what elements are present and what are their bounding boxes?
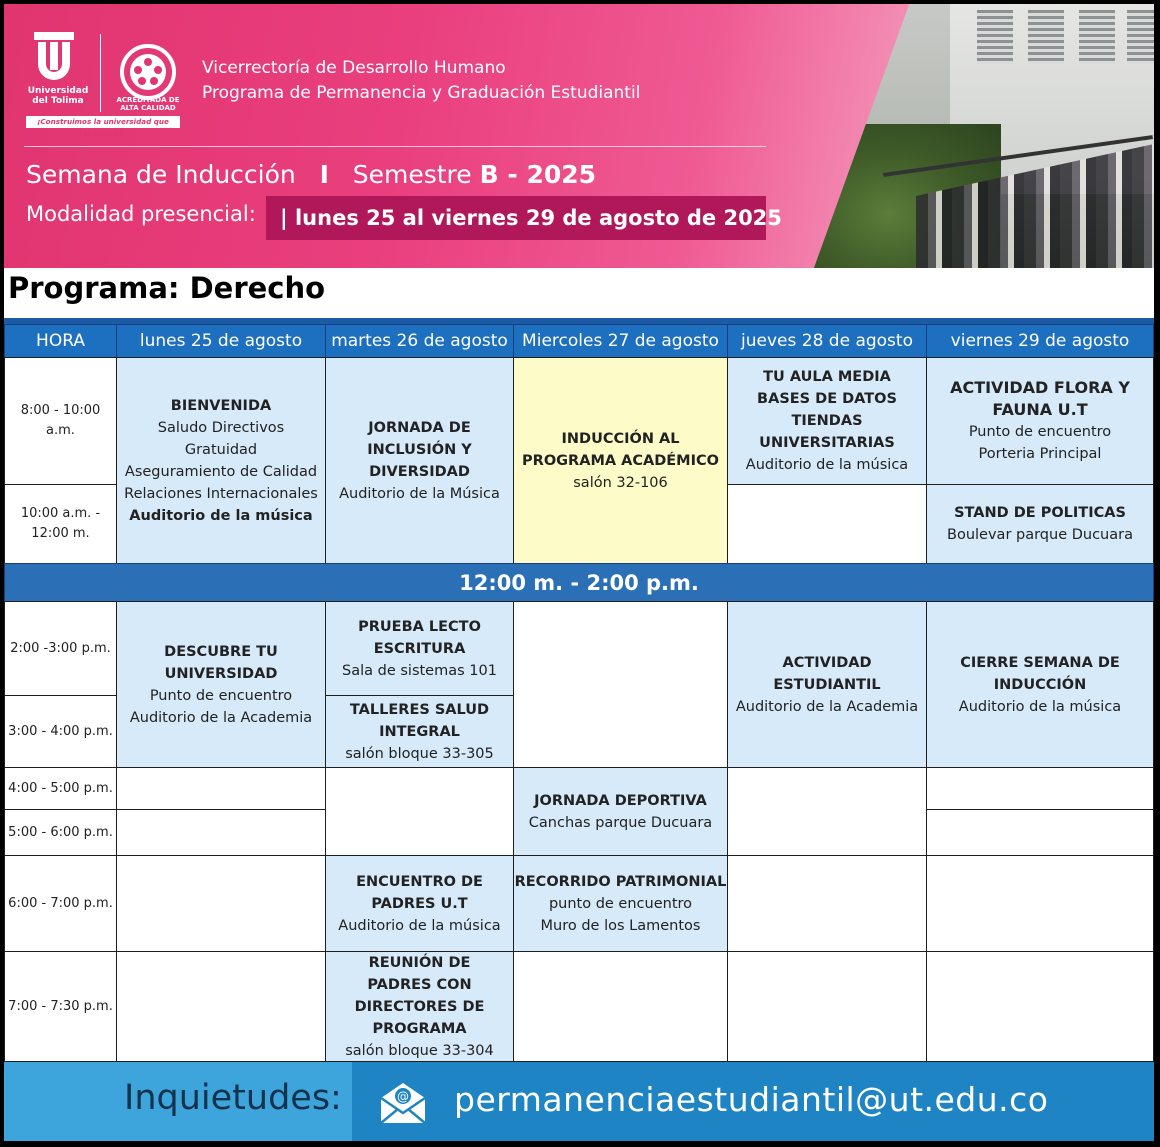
email-icon: [378, 1080, 428, 1126]
time-slot: 8:00 - 10:00 a.m.: [4, 357, 117, 485]
accreditation-text: ACREDITADA DE ALTA CALIDAD: [116, 96, 180, 112]
time-slot: 7:00 - 7:30 p.m.: [4, 951, 117, 1062]
event-jornada-deportiva: JORNADA DEPORTIVA Canchas parque Ducuara: [513, 767, 728, 856]
event-flora-fauna: ACTIVIDAD FLORA Y FAUNA U.T Punto de encuentro Porteria Principal: [926, 357, 1154, 485]
banner-divider: [24, 146, 766, 147]
empty-slot: [926, 767, 1154, 810]
header-banner: [4, 4, 1154, 268]
event-encuentro-padres: ENCUENTRO DE PADRES U.T Auditorio de la música: [325, 855, 514, 952]
header-martes: martes 26 de agosto: [325, 324, 514, 358]
header-miercoles: Miercoles 27 de agosto: [513, 324, 728, 358]
university-logo: [26, 32, 89, 112]
event-talleres-salud: TALLERES SALUD INTEGRAL salón bloque 33-305: [325, 695, 514, 768]
event-aula-media: TU AULA MEDIA BASES DE DATOS TIENDAS UNIVERSITARIAS Auditorio de la música: [727, 357, 927, 485]
event-induccion-programa: INDUCCIÓN AL PROGRAMA ACADÉMICO salón 32-106: [513, 357, 728, 564]
university-name: Universidad del Tolima: [27, 86, 89, 106]
empty-slot: [116, 809, 326, 856]
empty-slot: [325, 767, 514, 856]
event-reunion-padres: REUNIÓN DE PADRES CON DIRECTORES DE PROGRAMA salón bloque 33-304: [325, 951, 514, 1062]
program-title: Programa: Derecho: [8, 271, 326, 305]
ut-logo-icon: [34, 32, 74, 82]
time-slot: 4:00 - 5:00 p.m.: [4, 767, 117, 810]
logo-divider: [100, 34, 101, 112]
contact-email-link[interactable]: permanenciaestudiantil@ut.edu.co: [454, 1080, 1049, 1119]
slogan: ¡Construimos la universidad que soñamos!: [26, 116, 180, 128]
empty-slot: [116, 767, 326, 810]
modality-label: Modalidad presencial:: [26, 202, 256, 226]
empty-slot: [727, 951, 927, 1062]
time-slot: 10:00 a.m. - 12:00 m.: [4, 484, 117, 564]
empty-slot: [926, 809, 1154, 856]
event-bienvenida: BIENVENIDA Saludo Directivos Gratuidad Aseguramiento de Calidad Relaciones Internacionales Auditorio de la música: [116, 357, 326, 564]
department-lines: [202, 56, 640, 106]
event-jornada-inclusion: JORNADA DE INCLUSIÓN Y DIVERSIDAD Auditorio de la Música: [325, 357, 514, 564]
empty-slot: [926, 951, 1154, 1062]
time-slot: 3:00 - 4:00 p.m.: [4, 695, 117, 768]
time-slot: 2:00 -3:00 p.m.: [4, 601, 117, 696]
empty-slot: [116, 855, 326, 952]
empty-slot: [926, 855, 1154, 952]
empty-slot: [513, 951, 728, 1062]
event-prueba-lecto: PRUEBA LECTO ESCRITURA Sala de sistemas 101: [325, 601, 514, 696]
lunch-break: 12:00 m. - 2:00 p.m.: [4, 563, 1154, 602]
time-slot: 6:00 - 7:00 p.m.: [4, 855, 117, 952]
empty-slot: [513, 601, 728, 768]
campus-photo: [814, 4, 1154, 268]
header-viernes: viernes 29 de agosto: [926, 324, 1154, 358]
header-lunes: lunes 25 de agosto: [116, 324, 326, 358]
event-cierre-semana: CIERRE SEMANA DE INDUCCIÓN Auditorio de la música: [926, 601, 1154, 768]
event-descubre-universidad: DESCUBRE TU UNIVERSIDAD Punto de encuentro Auditorio de la Academia: [116, 601, 326, 768]
event-actividad-estudiantil: ACTIVIDAD ESTUDIANTIL Auditorio de la Academia: [727, 601, 927, 768]
contact-footer: [4, 1062, 1154, 1141]
time-slot: 5:00 - 6:00 p.m.: [4, 809, 117, 856]
induction-schedule: [4, 4, 1154, 1141]
department-line-1: Vicerrectoría de Desarrollo Humano: [202, 58, 506, 78]
inquiries-label: Inquietudes:: [124, 1078, 342, 1118]
footer-label-panel: [4, 1062, 352, 1141]
empty-slot: [727, 484, 927, 564]
event-recorrido-patrimonial: RECORRIDO PATRIMONIAL punto de encuentro Muro de los Lamentos: [513, 855, 728, 952]
header-hora: HORA: [4, 324, 117, 358]
department-line-2: Programa de Permanencia y Graduación Estudiantil: [202, 83, 641, 103]
empty-slot: [727, 855, 927, 952]
event-title: Semana de Inducción I Semestre B - 2025: [26, 160, 597, 189]
svg-text:@: @: [397, 1089, 409, 1104]
empty-slot: [727, 767, 927, 856]
date-range: | lunes 25 al viernes 29 de agosto de 2025: [266, 196, 766, 240]
event-stand-politicas: STAND DE POLITICAS Boulevar parque Ducuara: [926, 484, 1154, 564]
header-jueves: jueves 28 de agosto: [727, 324, 927, 358]
empty-slot: [116, 951, 326, 1062]
